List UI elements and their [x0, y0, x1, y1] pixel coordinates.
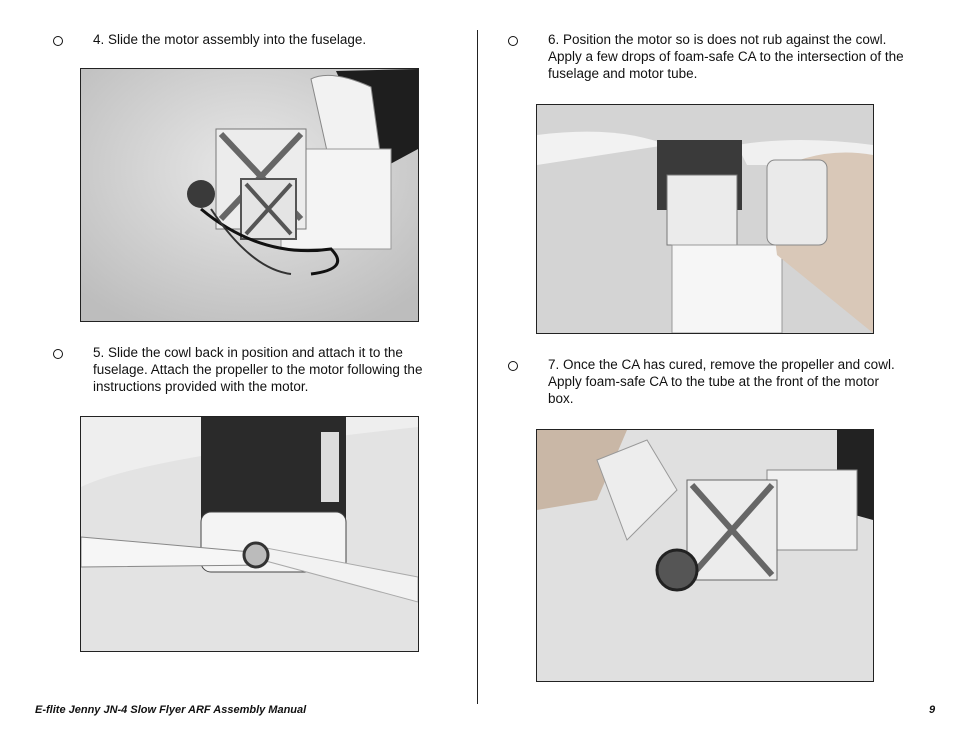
photo-motor-into-fuselage — [80, 68, 419, 322]
column-divider — [477, 30, 478, 704]
checkbox-bullet-icon[interactable] — [53, 36, 63, 46]
step-4-text: 4. Slide the motor assembly into the fuselage. — [93, 32, 367, 47]
step-7-text: 7. Once the CA has cured, remove the propeller and cowl. Apply foam-safe CA to the tube at the front of the motor box. — [548, 357, 895, 406]
photo-ca-on-motor-tube — [536, 104, 874, 334]
checkbox-bullet-icon[interactable] — [508, 361, 518, 371]
footer-manual-title: E-flite Jenny JN-4 Slow Flyer ARF Assembly Manual — [35, 704, 307, 716]
checkbox-bullet-icon[interactable] — [53, 349, 63, 359]
photo-ca-at-motor-box — [536, 429, 874, 682]
step-5-text: 5. Slide the cowl back in position and attach it to the fuselage. Attach the propeller to the motor following the instructions provided with the motor. — [93, 345, 423, 394]
checkbox-bullet-icon[interactable] — [508, 36, 518, 46]
photo-cowl-and-propeller — [80, 416, 419, 652]
step-6-text: 6. Position the motor so is does not rub against the cowl. Apply a few drops of foam-safe CA to the intersection of the fuselage and motor tube. — [548, 32, 904, 81]
page-number: 9 — [929, 704, 936, 716]
